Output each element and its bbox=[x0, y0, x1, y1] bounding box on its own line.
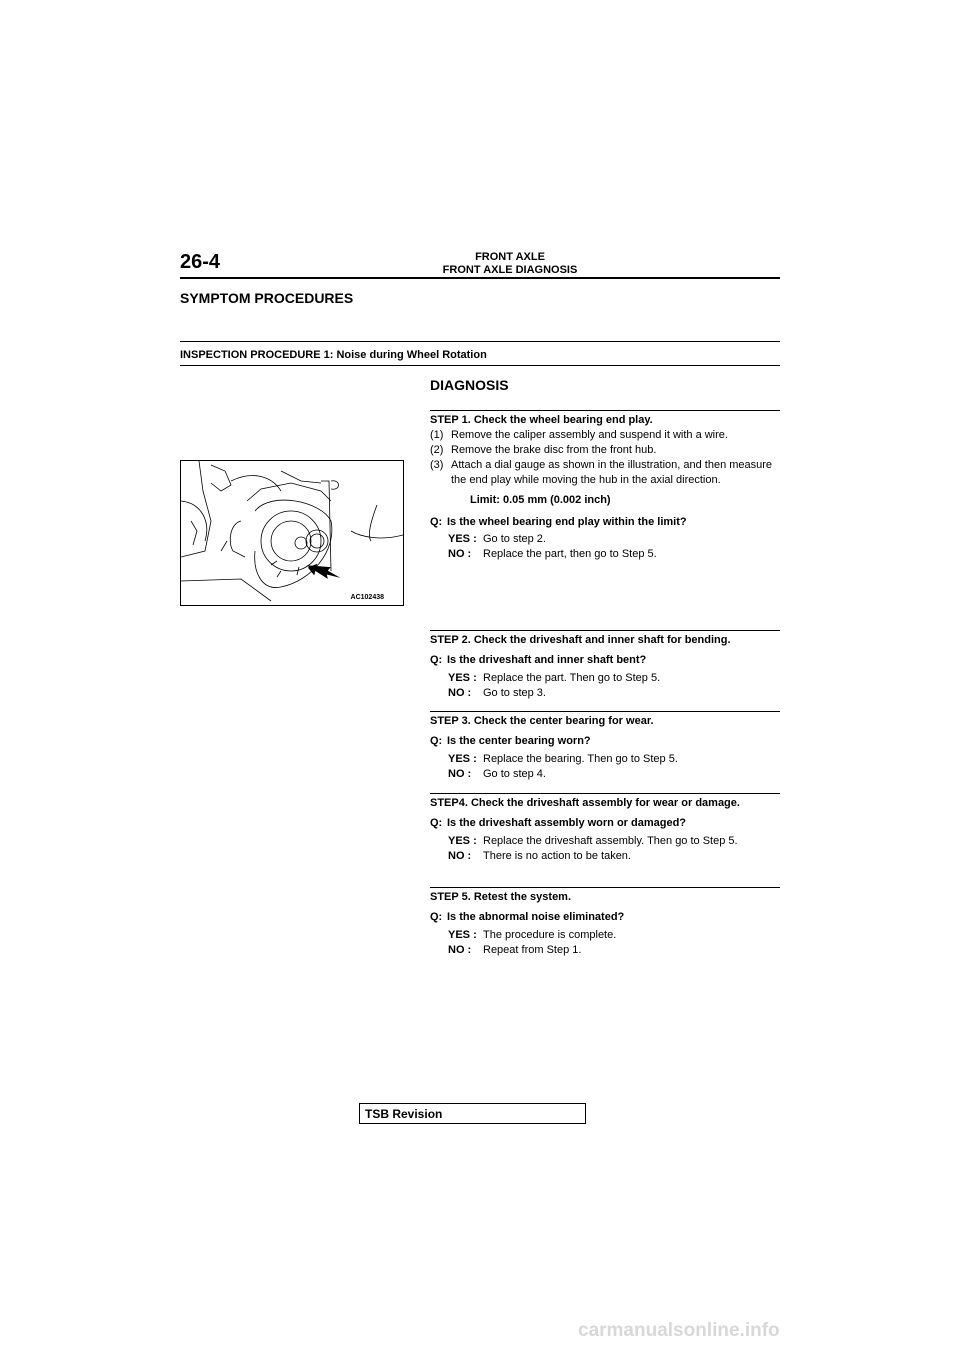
step-1-question bbox=[430, 515, 780, 530]
question-text: Is the wheel bearing end play within the limit? bbox=[447, 516, 687, 528]
step-2-question bbox=[430, 653, 780, 668]
procedure-rule-bottom bbox=[180, 365, 780, 366]
yes-label: YES : bbox=[448, 929, 477, 941]
question-label: Q: bbox=[430, 817, 443, 829]
step-4-yes bbox=[430, 834, 780, 849]
question-text: Is the center bearing worn? bbox=[447, 735, 591, 747]
question-label: Q: bbox=[430, 516, 443, 528]
yes-text: Replace the driveshaft assembly. Then go to Step 5. bbox=[483, 835, 738, 847]
step-4-no bbox=[430, 849, 780, 864]
step-5 bbox=[430, 890, 780, 958]
step-2-heading: STEP 2. Check the driveshaft and inner shaft for bending. bbox=[430, 634, 731, 646]
step-5-yes bbox=[430, 928, 780, 943]
no-text: Repeat from Step 1. bbox=[483, 944, 582, 956]
item-text: Remove the caliper assembly and suspend it with a wire. bbox=[451, 429, 728, 441]
item-number: (1) bbox=[430, 429, 444, 441]
figure-code: AC102438 bbox=[350, 594, 384, 601]
watermark-link[interactable]: carmanualsonline.info bbox=[578, 1320, 780, 1341]
question-text: Is the driveshaft and inner shaft bent? bbox=[447, 654, 647, 666]
header-divider bbox=[180, 277, 780, 279]
item-text: Attach a dial gauge as shown in the illustration, and then measure the end play while moving the hub in the axial direction. bbox=[451, 459, 773, 486]
question-label: Q: bbox=[430, 911, 443, 923]
step-3-heading: STEP 3. Check the center bearing for wear. bbox=[430, 715, 654, 727]
page-number: 26-4 bbox=[180, 251, 221, 273]
procedure-title: INSPECTION PROCEDURE 1: Noise during Wheel Rotation bbox=[180, 349, 487, 361]
no-label: NO : bbox=[448, 850, 472, 862]
step-5-heading: STEP 5. Retest the system. bbox=[430, 891, 572, 903]
yes-text: Replace the bearing. Then go to Step 5. bbox=[483, 753, 678, 765]
step-3-no bbox=[430, 767, 780, 782]
step-4-rule bbox=[430, 793, 780, 794]
step-4 bbox=[430, 796, 780, 864]
yes-label: YES : bbox=[448, 835, 477, 847]
page-header bbox=[430, 251, 590, 277]
step-1-no bbox=[430, 547, 780, 562]
no-label: NO : bbox=[448, 687, 472, 699]
item-number: (2) bbox=[430, 444, 444, 456]
tsb-revision-box bbox=[359, 1103, 586, 1124]
yes-text: Go to step 2. bbox=[483, 533, 546, 545]
yes-label: YES : bbox=[448, 533, 477, 545]
step-2-yes bbox=[430, 671, 780, 686]
step-1 bbox=[430, 413, 780, 562]
step-3-yes bbox=[430, 752, 780, 767]
item-number: (3) bbox=[430, 459, 444, 471]
step-5-no bbox=[430, 943, 780, 958]
section-subtitle: FRONT AXLE DIAGNOSIS bbox=[442, 264, 578, 276]
no-label: NO : bbox=[448, 548, 472, 560]
item-text: Remove the brake disc from the front hub. bbox=[451, 444, 657, 456]
step-1-item-1 bbox=[430, 428, 780, 443]
procedure-rule-top bbox=[180, 341, 780, 342]
tsb-revision-label: TSB Revision bbox=[365, 1107, 443, 1121]
step-3 bbox=[430, 714, 780, 782]
yes-text: The procedure is complete. bbox=[483, 929, 617, 941]
wheel-hub-illustration bbox=[180, 460, 404, 606]
no-label: NO : bbox=[448, 768, 472, 780]
step-1-heading: STEP 1. Check the wheel bearing end play. bbox=[430, 414, 653, 426]
step-4-heading: STEP4. Check the driveshaft assembly for wear or damage. bbox=[430, 797, 740, 809]
step-4-question bbox=[430, 816, 780, 831]
step-1-rule bbox=[430, 410, 780, 411]
no-text: There is no action to be taken. bbox=[483, 850, 631, 862]
step-1-item-2 bbox=[430, 443, 780, 458]
step-5-rule bbox=[430, 887, 780, 888]
limit-spec: Limit: 0.05 mm (0.002 inch) bbox=[470, 494, 611, 506]
step-2-rule bbox=[430, 630, 780, 631]
yes-text: Replace the part. Then go to Step 5. bbox=[483, 672, 661, 684]
question-text: Is the driveshaft assembly worn or damaged? bbox=[447, 817, 687, 829]
step-1-yes bbox=[430, 532, 780, 547]
chapter-title: FRONT AXLE bbox=[475, 251, 545, 263]
no-text: Go to step 3. bbox=[483, 687, 546, 699]
diagnosis-title: DIAGNOSIS bbox=[430, 377, 509, 393]
step-5-question bbox=[430, 910, 780, 925]
question-label: Q: bbox=[430, 735, 443, 747]
no-text: Replace the part, then go to Step 5. bbox=[483, 548, 657, 560]
step-3-rule bbox=[430, 711, 780, 712]
yes-label: YES : bbox=[448, 672, 477, 684]
question-label: Q: bbox=[430, 654, 443, 666]
no-label: NO : bbox=[448, 944, 472, 956]
section-title: SYMPTOM PROCEDURES bbox=[180, 290, 354, 306]
dial-gauge-drawing bbox=[181, 461, 403, 605]
no-text: Go to step 4. bbox=[483, 768, 546, 780]
yes-label: YES : bbox=[448, 753, 477, 765]
question-text: Is the abnormal noise eliminated? bbox=[447, 911, 625, 923]
step-3-question bbox=[430, 734, 780, 749]
step-2-no bbox=[430, 686, 780, 701]
step-2 bbox=[430, 633, 780, 701]
step-1-item-3 bbox=[430, 458, 780, 488]
